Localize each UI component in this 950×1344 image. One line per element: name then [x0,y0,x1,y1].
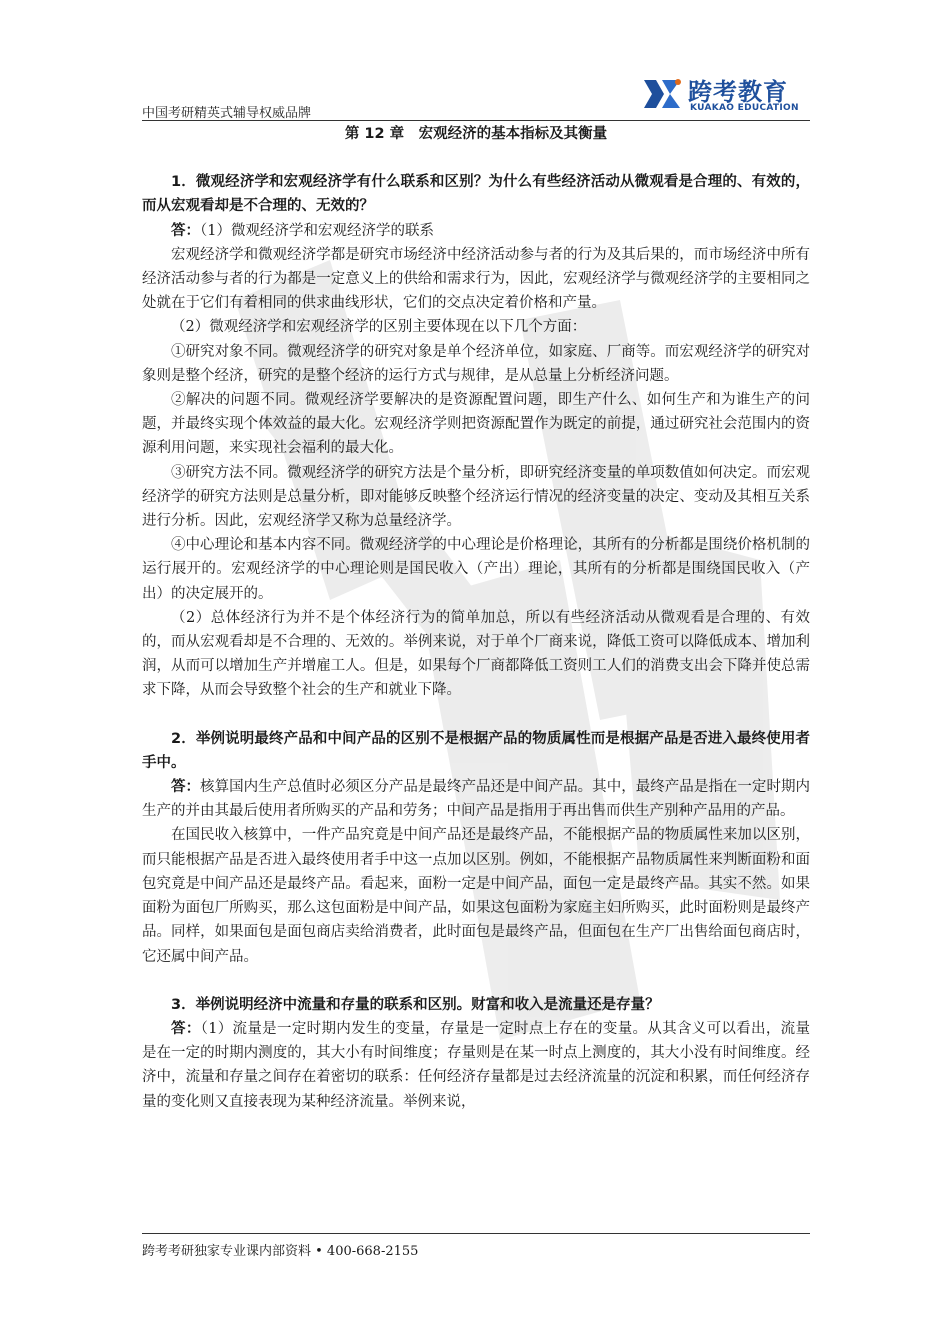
answer-label: 答： [171,221,200,239]
q1-paragraph-6: ④中心理论和基本内容不同。微观经济学的中心理论是价格理论，其所有的分析都是围绕价格机制的运行展开的。宏观经济学的中心理论则是国民收入（产出）理论，其所有的分析都是围绕国民收入（产出）的决定展开的。 [142,537,810,602]
q1-paragraph-5: ③研究方法不同。微观经济学的研究方法是个量分析，即研究经济变量的单项数值如何决定。而宏观经济学的研究方法则是总量分析，即对能够反映整个经济运行情况的经济变量的决定、变动及其相互关系进行分析。因此，宏观经济学又称为总量经济学。 [142,464,810,530]
answer-label: 答： [171,1019,201,1037]
section-gap [142,969,810,993]
q2-answer-intro [142,775,810,823]
document-body [142,120,810,1114]
q1-answer-intro [142,219,810,243]
question-3: 3．举例说明经济中流量和存量的联系和区别。财富和收入是流量还是存量？ [171,996,660,1013]
question-1: 1．微观经济学和宏观经济学有什么联系和区别？为什么有些经济活动从微观看是合理的、有效的，而从宏观看却是不合理的、无效的？ [142,174,810,215]
section-gap [142,703,810,727]
page-header [142,60,810,121]
q3-answer-first: （1）流量是一定时期内发生的变量，存量是一定时点上存在的变量。从其含义可以看出，流量是在一定的时期内测度的，其大小有时间维度；存量则是在某一时点上测度的，其大小没有时间维度。经济中，流量和存量之间存在着密切的联系：任何经济存量都是过去经济流量的沉淀和积累，而任何经济存量的变化则又直接表现为某种经济流量。举例来说， [142,1020,810,1110]
footer-rule [142,1233,810,1234]
q1-paragraph-7: （2）总体经济行为并不是个体经济行为的简单加总，所以有些经济活动从微观看是合理的、有效的，而从宏观看却是不合理的、无效的。举例来说，对于单个厂商来说，降低工资可以降低成本、增加利润，从而可以增加生产并增雇工人。但是，如果每个厂商都降低工资则工人们的消费支出会下降并使总需求下降，从而会导致整个社会的生产和就业下降。 [142,609,810,699]
header-slogan: 中国考研精英式辅导权威品牌 [142,106,312,121]
page-footer: 跨考考研独家专业课内部资料 • 400-668-2155 [142,1244,419,1259]
q1-answer-first: （1）微观经济学和宏观经济学的联系 [200,222,434,239]
q2-answer-first: 核算国内生产总值时必须区分产品是最终产品还是中间产品。其中，最终产品是指在一定时期内生产的并由其最后使用者所购买的产品和劳务；中间产品是指用于再出售而供生产别种产品用的产品。 [142,779,810,820]
q1-paragraph-4: ②解决的问题不同。微观经济学要解决的是资源配置问题，即生产什么、如何生产和为谁生产的问题，并最终实现个体效益的最大化。宏观经济学则把资源配置作为既定的前提，通过研究社会范围内的资源利用问题，来实现社会福利的最大化。 [142,392,810,457]
question-2: 2．举例说明最终产品和中间产品的区别不是根据产品的物质属性而是根据产品是否进入最终使用者手中。 [142,730,810,771]
q1-paragraph-2: （2）微观经济学和宏观经济学的区别主要体现在以下几个方面： [171,319,587,336]
kuakao-logo-icon [640,74,684,114]
q2-paragraph-1: 在国民收入核算中，一件产品究竟是中间产品还是最终产品，不能根据产品的物质属性来加以区别，而只能根据产品是否进入最终使用者手中这一点加以区别。例如，不能根据产品物质属性来判断面粉和面包究竟是中间产品还是最终产品。看起来，面粉一定是中间产品，面包一定是最终产品。其实不然。如果面粉为面包厂所购买，那么这包面粉是中间产品，如果这包面粉为家庭主妇所购买，此时面粉则是最终产品。同样，如果面包是面包商店卖给消费者，此时面包是最终产品，但面包在生产厂出售给面包商店时，它还属中间产品。 [142,827,810,965]
logo-chinese-text: 跨考教育 [688,78,788,106]
brand-logo [640,72,810,116]
q1-paragraph-3: ①研究对象不同。微观经济学的研究对象是单个经济单位，如家庭、厂商等。而宏观经济学的研究对象则是整个经济，研究的是整个经济的运行方式与规律，是从总量上分析经济问题。 [142,343,810,384]
chapter-title: 第 12 章 宏观经济的基本指标及其衡量 [344,126,608,142]
logo-english-text: KUAKAO EDUCATION [690,103,799,113]
answer-label: 答： [171,778,201,796]
q1-paragraph-1: 宏观经济学和微观经济学都是研究市场经济中经济活动参与者的行为及其后果的，而市场经济中所有经济活动参与者的行为都是一定意义上的供给和需求行为，因此，宏观经济学与微观经济学的主要相同之处就在于它们有着相同的供求曲线形状，它们的交点决定着价格和产量。 [142,246,810,312]
q3-answer-intro [142,1017,810,1114]
